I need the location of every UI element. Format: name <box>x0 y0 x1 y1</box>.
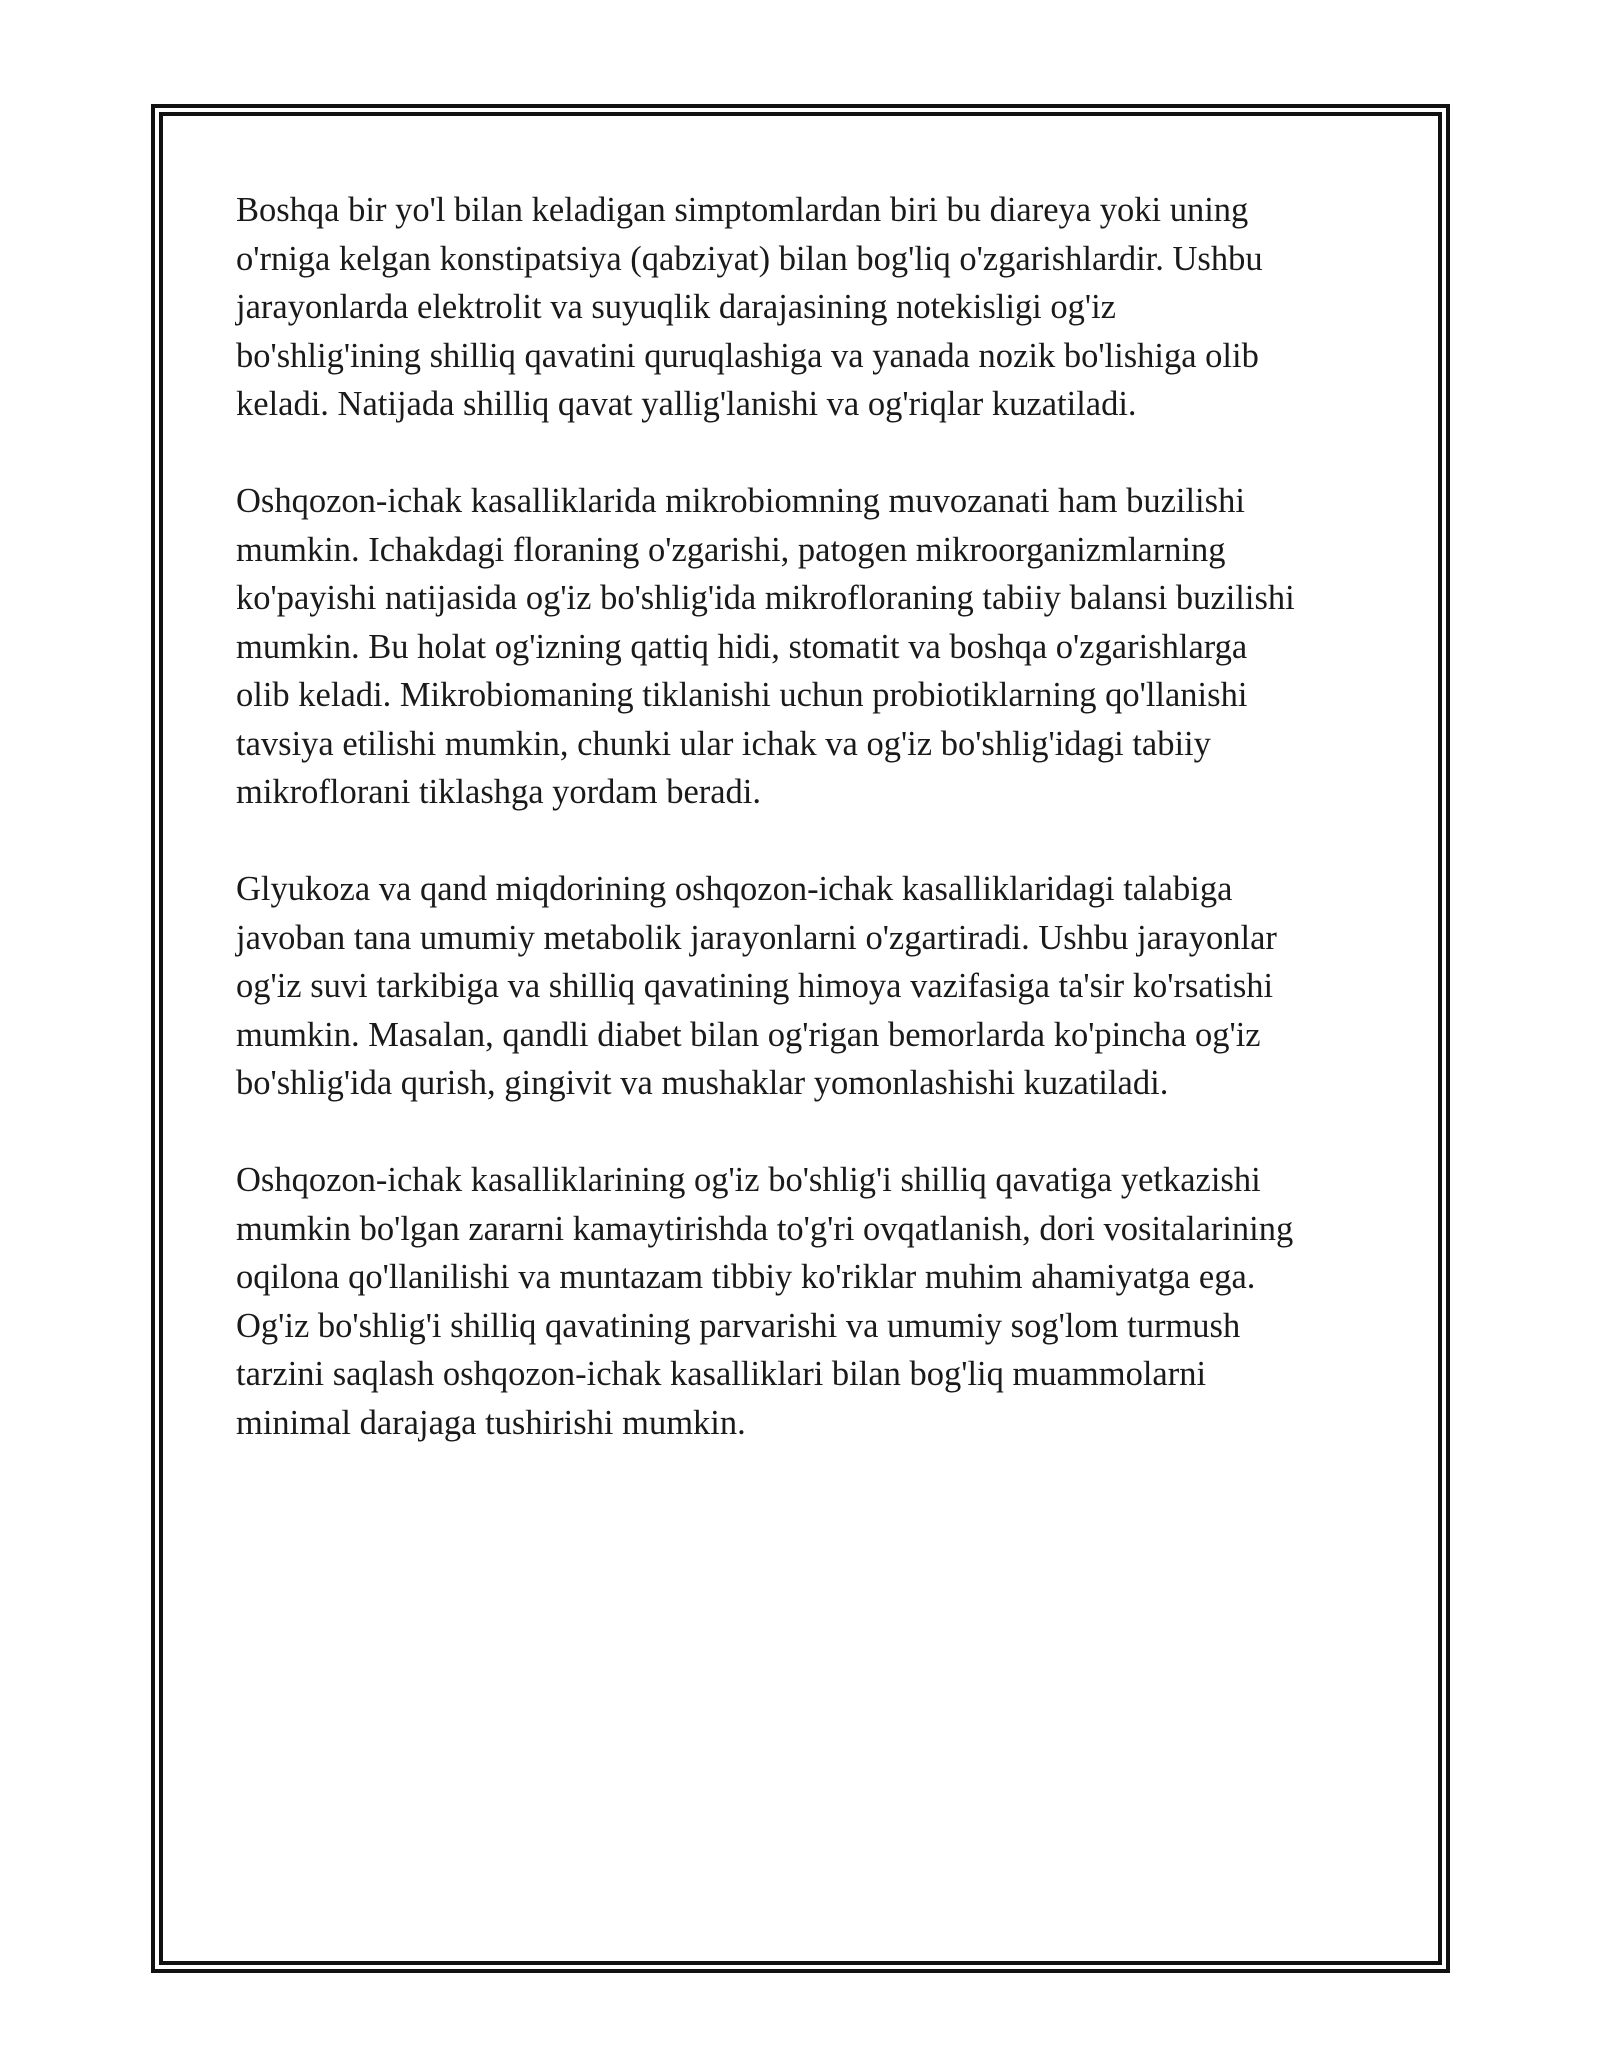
text-line: keladi. Natijada shilliq qavat yallig'lanishi va og'riqlar kuzatiladi. <box>236 385 1137 423</box>
document-body <box>236 186 1376 1496</box>
text-line: bo'shlig'ida qurish, gingivit va mushaklar yomonlashishi kuzatiladi. <box>236 1064 1169 1102</box>
text-line: mumkin. Bu holat og'izning qattiq hidi, stomatit va boshqa o'zgarishlarga <box>236 627 1248 666</box>
paragraph-3 <box>236 865 1376 1108</box>
text-line: Og'iz bo'shlig'i shilliq qavatining parvarishi va umumiy sog'lom turmush <box>236 1306 1241 1345</box>
text-line: o'rniga kelgan konstipatsiya (qabziyat) bilan bog'liq o'zgarishlardir. Ushbu <box>236 239 1263 278</box>
text-line: og'iz suvi tarkibiga va shilliq qavatining himoya vazifasiga ta'sir ko'rsatishi <box>236 967 1274 1005</box>
text-line: Oshqozon-ichak kasalliklarining og'iz bo'shlig'i shilliq qavatiga yetkazishi <box>236 1161 1261 1199</box>
text-line: Oshqozon-ichak kasalliklarida mikrobiomning muvozanati ham buzilishi <box>236 482 1245 520</box>
text-line: Glyukoza va qand miqdorining oshqozon-ichak kasalliklaridagi talabiga <box>236 870 1233 908</box>
text-line: mumkin. Ichakdagi floraning o'zgarishi, patogen mikroorganizmlarning <box>236 530 1226 569</box>
paragraph-4 <box>236 1156 1376 1447</box>
text-line: ko'payishi natijasida og'iz bo'shlig'ida mikrofloraning tabiiy balansi buzilishi <box>236 579 1295 617</box>
text-line: oqilona qo'llanilishi va muntazam tibbiy ko'riklar muhim ahamiyatga ega. <box>236 1258 1256 1296</box>
paragraph-2 <box>236 477 1376 817</box>
text-line: javoban tana umumiy metabolik jarayonlarni o'zgartiradi. Ushbu jarayonlar <box>236 918 1277 957</box>
text-line: jarayonlarda elektrolit va suyuqlik darajasining notekisligi og'iz <box>236 288 1116 326</box>
paragraph-1 <box>236 186 1376 429</box>
text-line: bo'shlig'ining shilliq qavatini quruqlashiga va yanada nozik bo'lishiga olib <box>236 336 1259 375</box>
text-line: Boshqa bir yo'l bilan keladigan simptomlardan biri bu diareya yoki uning <box>236 191 1249 229</box>
text-line: tavsiya etilishi mumkin, chunki ular ichak va og'iz bo'shlig'idagi tabiiy <box>236 724 1211 763</box>
text-line: tarzini saqlash oshqozon-ichak kasalliklari bilan bog'liq muammolarni <box>236 1355 1207 1393</box>
text-line: minimal darajaga tushirishi mumkin. <box>236 1403 746 1442</box>
text-line: mumkin bo'lgan zararni kamaytirishda to'g'ri ovqatlanish, dori vositalarining <box>236 1209 1294 1248</box>
text-line: mumkin. Masalan, qandli diabet bilan og'rigan bemorlarda ko'pincha og'iz <box>236 1015 1261 1054</box>
text-line: mikroflorani tiklashga yordam beradi. <box>236 773 762 811</box>
text-line: olib keladi. Mikrobiomaning tiklanishi uchun probiotiklarning qo'llanishi <box>236 676 1248 714</box>
